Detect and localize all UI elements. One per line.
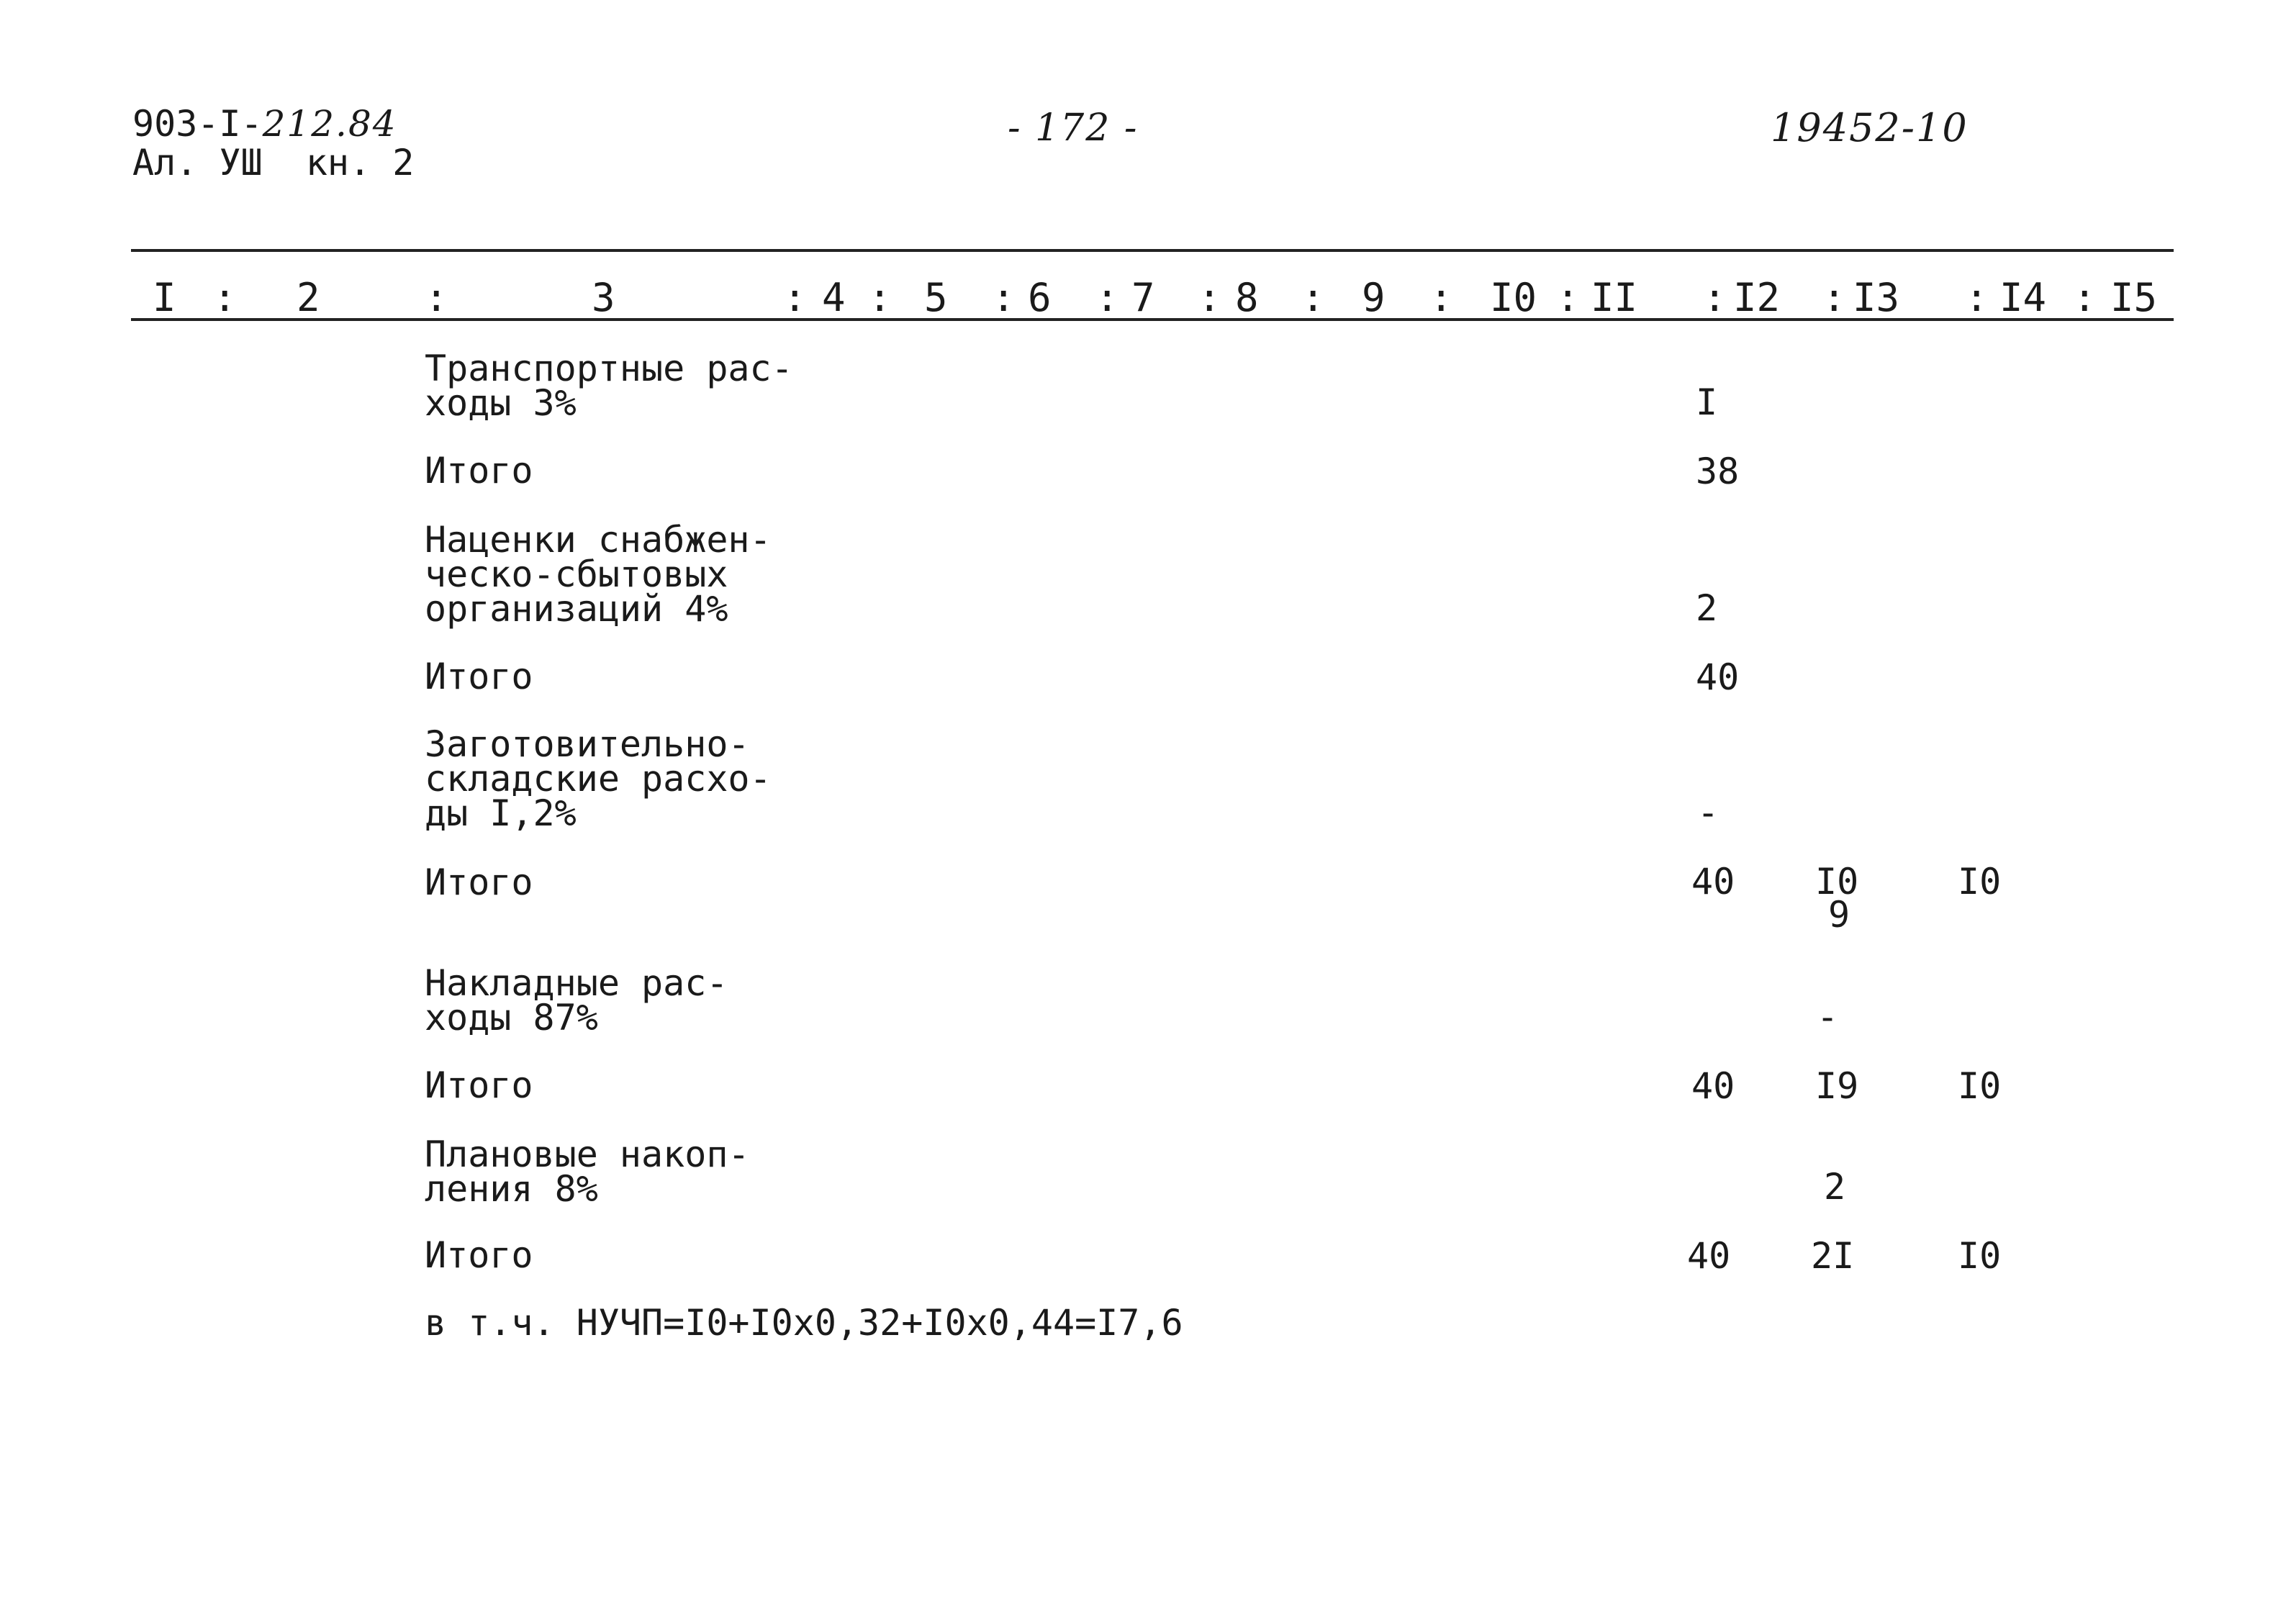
cell-col14: I0: [1958, 1065, 2002, 1107]
cell-col12: 40: [1691, 1065, 1735, 1107]
column-number: I: [153, 275, 176, 320]
column-number: I3: [1853, 275, 1900, 320]
album-line: Ал. УШ кн. 2: [132, 142, 415, 184]
cell-col13: I0: [1815, 861, 1859, 902]
column-number: 9: [1362, 275, 1386, 320]
column-separator: :: [213, 275, 237, 320]
column-separator: :: [1556, 275, 1580, 320]
cell-col13: I9: [1815, 1065, 1859, 1107]
column-number: I5: [2110, 275, 2158, 320]
row-label: Итого: [425, 861, 533, 903]
column-separator: :: [868, 275, 892, 320]
cell-col12: 40: [1696, 656, 1740, 698]
column-number: 3: [592, 275, 615, 320]
column-number: I2: [1733, 275, 1781, 320]
row-label: Итого: [425, 1064, 533, 1106]
cell-col13: -: [1817, 996, 1839, 1038]
column-separator: :: [425, 275, 448, 320]
column-number: 4: [822, 275, 846, 320]
column-number: 8: [1235, 275, 1259, 320]
row-label: Наценки снабжен- ческо-сбытовых организаций 4%: [425, 519, 772, 630]
table-top-rule: [131, 249, 2174, 252]
row-label: Итого: [425, 450, 533, 492]
cell-col12: 38: [1696, 451, 1740, 492]
column-separator: :: [992, 275, 1016, 320]
column-number: 7: [1131, 275, 1155, 320]
cell-col12: 40: [1691, 861, 1735, 902]
column-number: 6: [1028, 275, 1052, 320]
column-number: II: [1591, 275, 1638, 320]
row-label: Итого: [425, 1234, 533, 1276]
row-label: Заготовительно- складские расхо- ды I,2%: [425, 723, 772, 834]
column-number: I0: [1490, 275, 1537, 320]
cell-col14: I0: [1958, 861, 2002, 902]
column-separator: :: [1429, 275, 1453, 320]
row-label: Плановые накоп- ления 8%: [425, 1134, 750, 1210]
column-separator: :: [1301, 275, 1325, 320]
row-label: Накладные рас- ходы 87%: [425, 962, 728, 1039]
cell-col12: 2: [1696, 587, 1718, 629]
column-separator: :: [1703, 275, 1727, 320]
cell-col14: I0: [1958, 1235, 2002, 1277]
footnote: в т.ч. НУЧП=I0+I0х0,32+I0х0,44=I7,6: [425, 1302, 1183, 1344]
row-label: Итого: [425, 656, 533, 697]
page-number: - 172 -: [1008, 107, 1139, 150]
column-separator: :: [1095, 275, 1119, 320]
column-separator: :: [1198, 275, 1221, 320]
cell-col12: 40: [1687, 1235, 1731, 1277]
document-code: [132, 103, 397, 145]
cell-col12: -: [1697, 792, 1719, 833]
cell-col13: 2: [1824, 1166, 1846, 1208]
cell-col13-sub: 9: [1828, 894, 1850, 936]
document-code-prefix: 903-I-: [132, 103, 263, 145]
cell-col13: 2I: [1811, 1235, 1855, 1277]
column-number: 2: [297, 275, 320, 320]
column-separator: :: [2073, 275, 2097, 320]
row-label: Транспортные рас- ходы 3%: [425, 348, 793, 424]
reference-number: 19452-10: [1771, 105, 1969, 150]
column-separator: :: [783, 275, 807, 320]
cell-col12: I: [1696, 381, 1718, 423]
column-separator: :: [1965, 275, 1989, 320]
document-code-handwritten: 212.84: [262, 103, 397, 145]
column-number: I4: [1999, 275, 2047, 320]
column-separator: :: [1822, 275, 1846, 320]
column-number: 5: [924, 275, 948, 320]
